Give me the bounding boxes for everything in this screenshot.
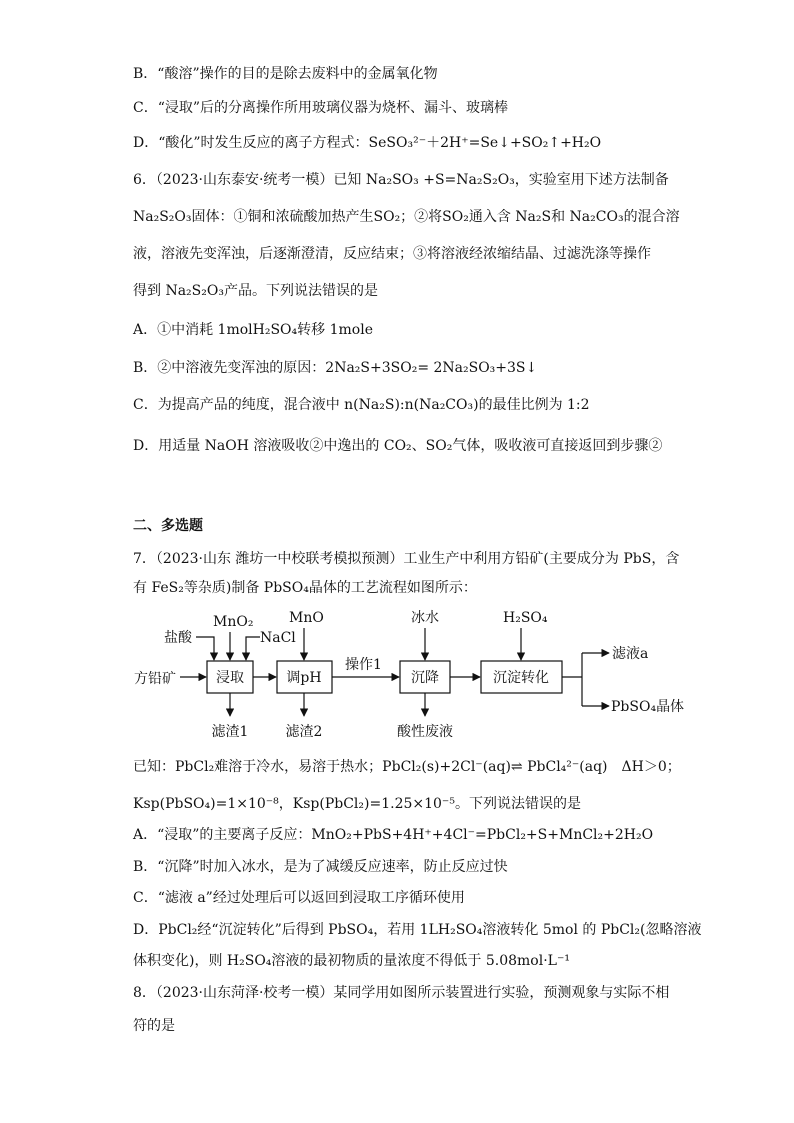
arrow-hcl [196,637,214,660]
reagent-nacl-label: NaCl [260,630,296,646]
reagent-hcl-label: 盐酸 [164,630,192,646]
reagent-mno-label: MnO [289,610,324,626]
residue-1-label: 滤渣1 [211,724,249,740]
output-filtrate-label: 滤液a [612,646,649,662]
box-leach-label: 浸取 [216,670,244,686]
box-settle-label: 沉降 [411,670,439,686]
question-7-option-d-line-2: 体积变化)，则 H₂SO₄溶液的最初物质的量浓度不得低于 5.08mol·L⁻¹ [133,953,570,969]
box-adjust-ph-label: 调pH [286,670,322,686]
question-5-option-d: D．“酸化”时发生反应的离子方程式：SeSO₃²⁻＋2H⁺=Se↓+SO₂↑+H₂O [133,135,602,151]
question-7-option-b: B．“沉降”时加入冰水，是为了减缓反应速率，防止反应过快 [133,859,508,875]
question-7-option-a: A．“浸取”的主要离子反应：MnO₂+PbS+4H⁺+4Cl⁻=PbCl₂+S+MnCl₂+2H₂O [133,827,654,843]
question-7-option-d-line-1: D．PbCl₂经“沉淀转化”后得到 PbSO₄，若用 1LH₂SO₄溶液转化 5mol 的 PbCl₂(忽略溶液 [133,922,702,938]
question-8-stem-line-2: 符的是 [133,1018,175,1034]
section-heading-multiple-choice: 二、多选题 [133,518,203,534]
reagent-mno2-label: MnO₂ [213,614,254,630]
question-7-stem-line-1: 7．（2023·山东 潍坊一中校联考模拟预测）工业生产中利用方铅矿(主要成分为 PbS，含 [133,551,680,567]
question-6-stem-line-1: 6．（2023·山东泰安·统考一模）已知 Na₂SO₃ +S=Na₂S₂O₃，实验室用下述方法制备 [133,172,669,188]
question-7-known-line-1: 已知：PbCl₂难溶于冷水，易溶于热水；PbCl₂(s)+2Cl⁻(aq)⇌ PbCl₄²⁻(aq) ΔH＞0； [133,759,681,775]
question-6-option-c: C．为提高产品的纯度，混合液中 n(Na₂S):n(Na₂CO₃)的最佳比例为 1:2 [133,397,590,413]
question-6-option-b: B．②中溶液先变浑浊的原因：2Na₂S+3SO₂= 2Na₂SO₃+3S↓ [133,360,538,376]
question-7-known-line-2: Ksp(PbSO₄)=1×10⁻⁸，Ksp(PbCl₂)=1.25×10⁻⁵。下列说法错误的是 [133,796,581,812]
box-convert-label: 沉淀转化 [493,670,549,686]
question-6-stem-line-4: 得到 Na₂S₂O₃产品。下列说法错误的是 [133,283,378,299]
question-8-stem-line-1: 8．（2023·山东菏泽·校考一模）某同学用如图所示装置进行实验，预测观象与实际不相 [133,985,670,1001]
reagent-ice-water-label: 冰水 [411,610,439,626]
acid-waste-label: 酸性废液 [397,724,453,740]
output-crystal-label: PbSO₄晶体 [611,699,685,715]
reagent-h2so4-label: H₂SO₄ [503,610,548,626]
question-6-option-d: D．用适量 NaOH 溶液吸收②中逸出的 CO₂、SO₂气体，吸收液可直接返回到步骤② [133,438,663,454]
input-galena-label: 方铅矿 [134,671,176,687]
question-7-option-c: C．“滤液 a”经过处理后可以返回到浸取工序循环使用 [133,890,465,906]
question-6-stem-line-2: Na₂S₂O₃固体：①铜和浓硫酸加热产生SO₂；②将SO₂通入含 Na₂S和 Na₂CO₃的混合溶 [133,209,680,225]
question-7-stem-line-2: 有 FeS₂等杂质)制备 PbSO₄晶体的工艺流程如图所示： [133,580,477,596]
arrow-nacl [246,637,260,660]
question-6-option-a: A．①中消耗 1molH₂SO₄转移 1mole [133,322,373,338]
residue-2-label: 滤渣2 [285,724,323,740]
question-6-stem-line-3: 液，溶液先变浑浊，后逐渐澄清，反应结束；③将溶液经浓缩结晶、过滤洗涤等操作 [133,246,651,262]
operation-1-label: 操作1 [345,657,382,673]
question-5-option-c: C．“浸取”后的分离操作所用玻璃仪器为烧杯、漏斗、玻璃棒 [133,100,509,116]
question-5-option-b: B．“酸溶”操作的目的是除去废料中的金属氧化物 [133,66,438,82]
